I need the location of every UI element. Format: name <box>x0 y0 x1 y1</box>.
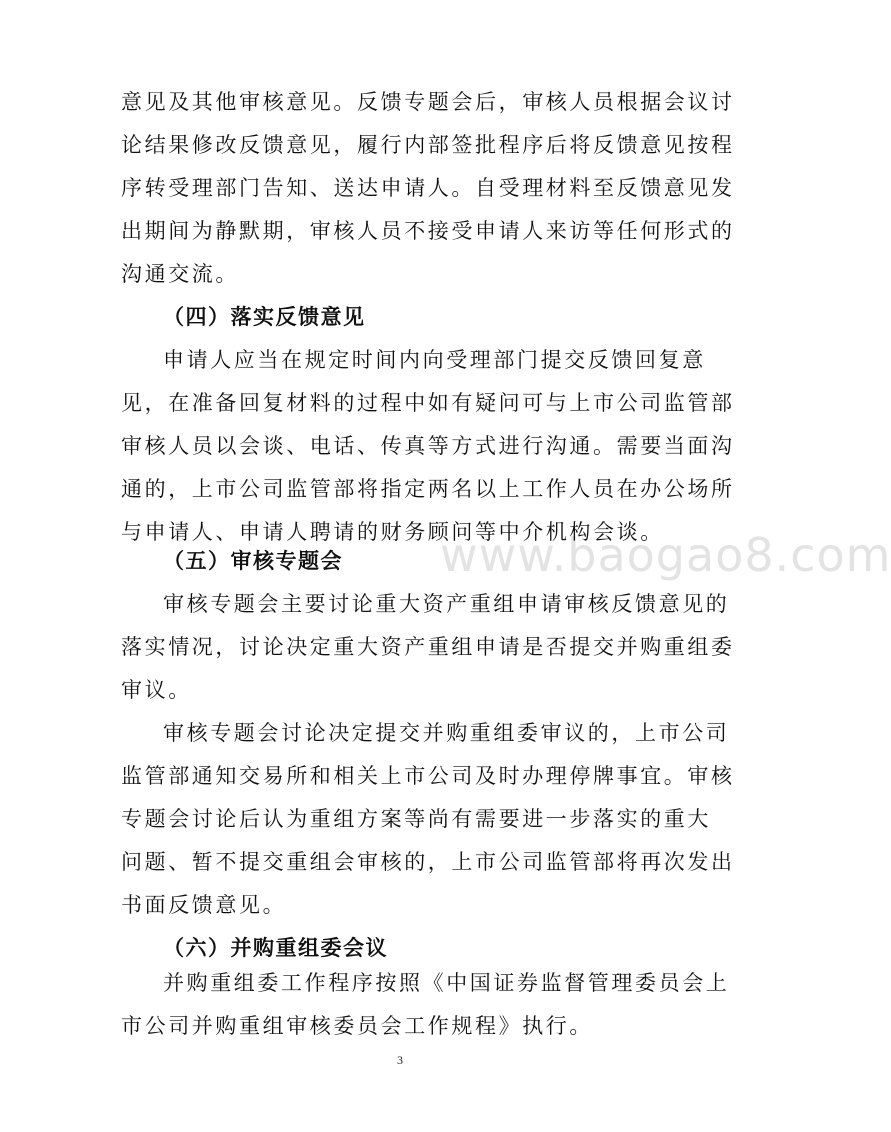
page-number: 3 <box>397 1053 403 1067</box>
paragraph-line: 出期间为静默期，审核人员不接受申请人来访等任何形式的 <box>121 219 735 243</box>
section-heading: （五）审核专题会 <box>163 548 343 573</box>
paragraph-line: 书面反馈意见。 <box>121 893 287 917</box>
paragraph-line: 审核专题会讨论决定提交并购重组委审议的，上市公司 <box>163 721 730 745</box>
paragraph-line: 审议。 <box>121 678 192 702</box>
paragraph-line: 序转受理部门告知、送达申请人。自受理材料至反馈意见发 <box>121 176 735 200</box>
paragraph-line: 与申请人、申请人聘请的财务顾问等中介机构会谈。 <box>121 520 664 544</box>
paragraph-line: 申请人应当在规定时间内向受理部门提交反馈回复意 <box>163 348 706 372</box>
paragraph-line: 落实情况，讨论决定重大资产重组申请是否提交并购重组委 <box>121 635 735 659</box>
paragraph-line: 通的，上市公司监管部将指定两名以上工作人员在办公场所 <box>121 477 735 501</box>
paragraph-line: 问题、暂不提交重组会审核的，上市公司监管部将再次发出 <box>121 850 735 874</box>
paragraph-line: 市公司并购重组审核委员会工作规程》执行。 <box>121 1014 593 1038</box>
watermark: www.baogao8.com <box>440 528 891 582</box>
paragraph-line: 审核专题会主要讨论重大资产重组申请审核反馈意见的 <box>163 592 730 616</box>
paragraph-line: 并购重组委工作程序按照《中国证券监督管理委员会上 <box>163 971 730 995</box>
section-heading: （四）落实反馈意见 <box>163 304 366 329</box>
paragraph-line: 见，在准备回复材料的过程中如有疑问可与上市公司监管部 <box>121 391 735 415</box>
paragraph-line: 审核人员以会谈、电话、传真等方式进行沟通。需要当面沟 <box>121 434 735 458</box>
paragraph-line: 意见及其他审核意见。反馈专题会后，审核人员根据会议讨 <box>121 90 735 114</box>
paragraph-line: 论结果修改反馈意见，履行内部签批程序后将反馈意见按程 <box>121 133 735 157</box>
paragraph-line: 监管部通知交易所和相关上市公司及时办理停牌事宜。审核 <box>121 764 735 788</box>
paragraph-line: 专题会讨论后认为重组方案等尚有需要进一步落实的重大 <box>121 807 711 831</box>
paragraph-line: 沟通交流。 <box>121 262 239 286</box>
section-heading: （六）并购重组委会议 <box>163 935 388 960</box>
